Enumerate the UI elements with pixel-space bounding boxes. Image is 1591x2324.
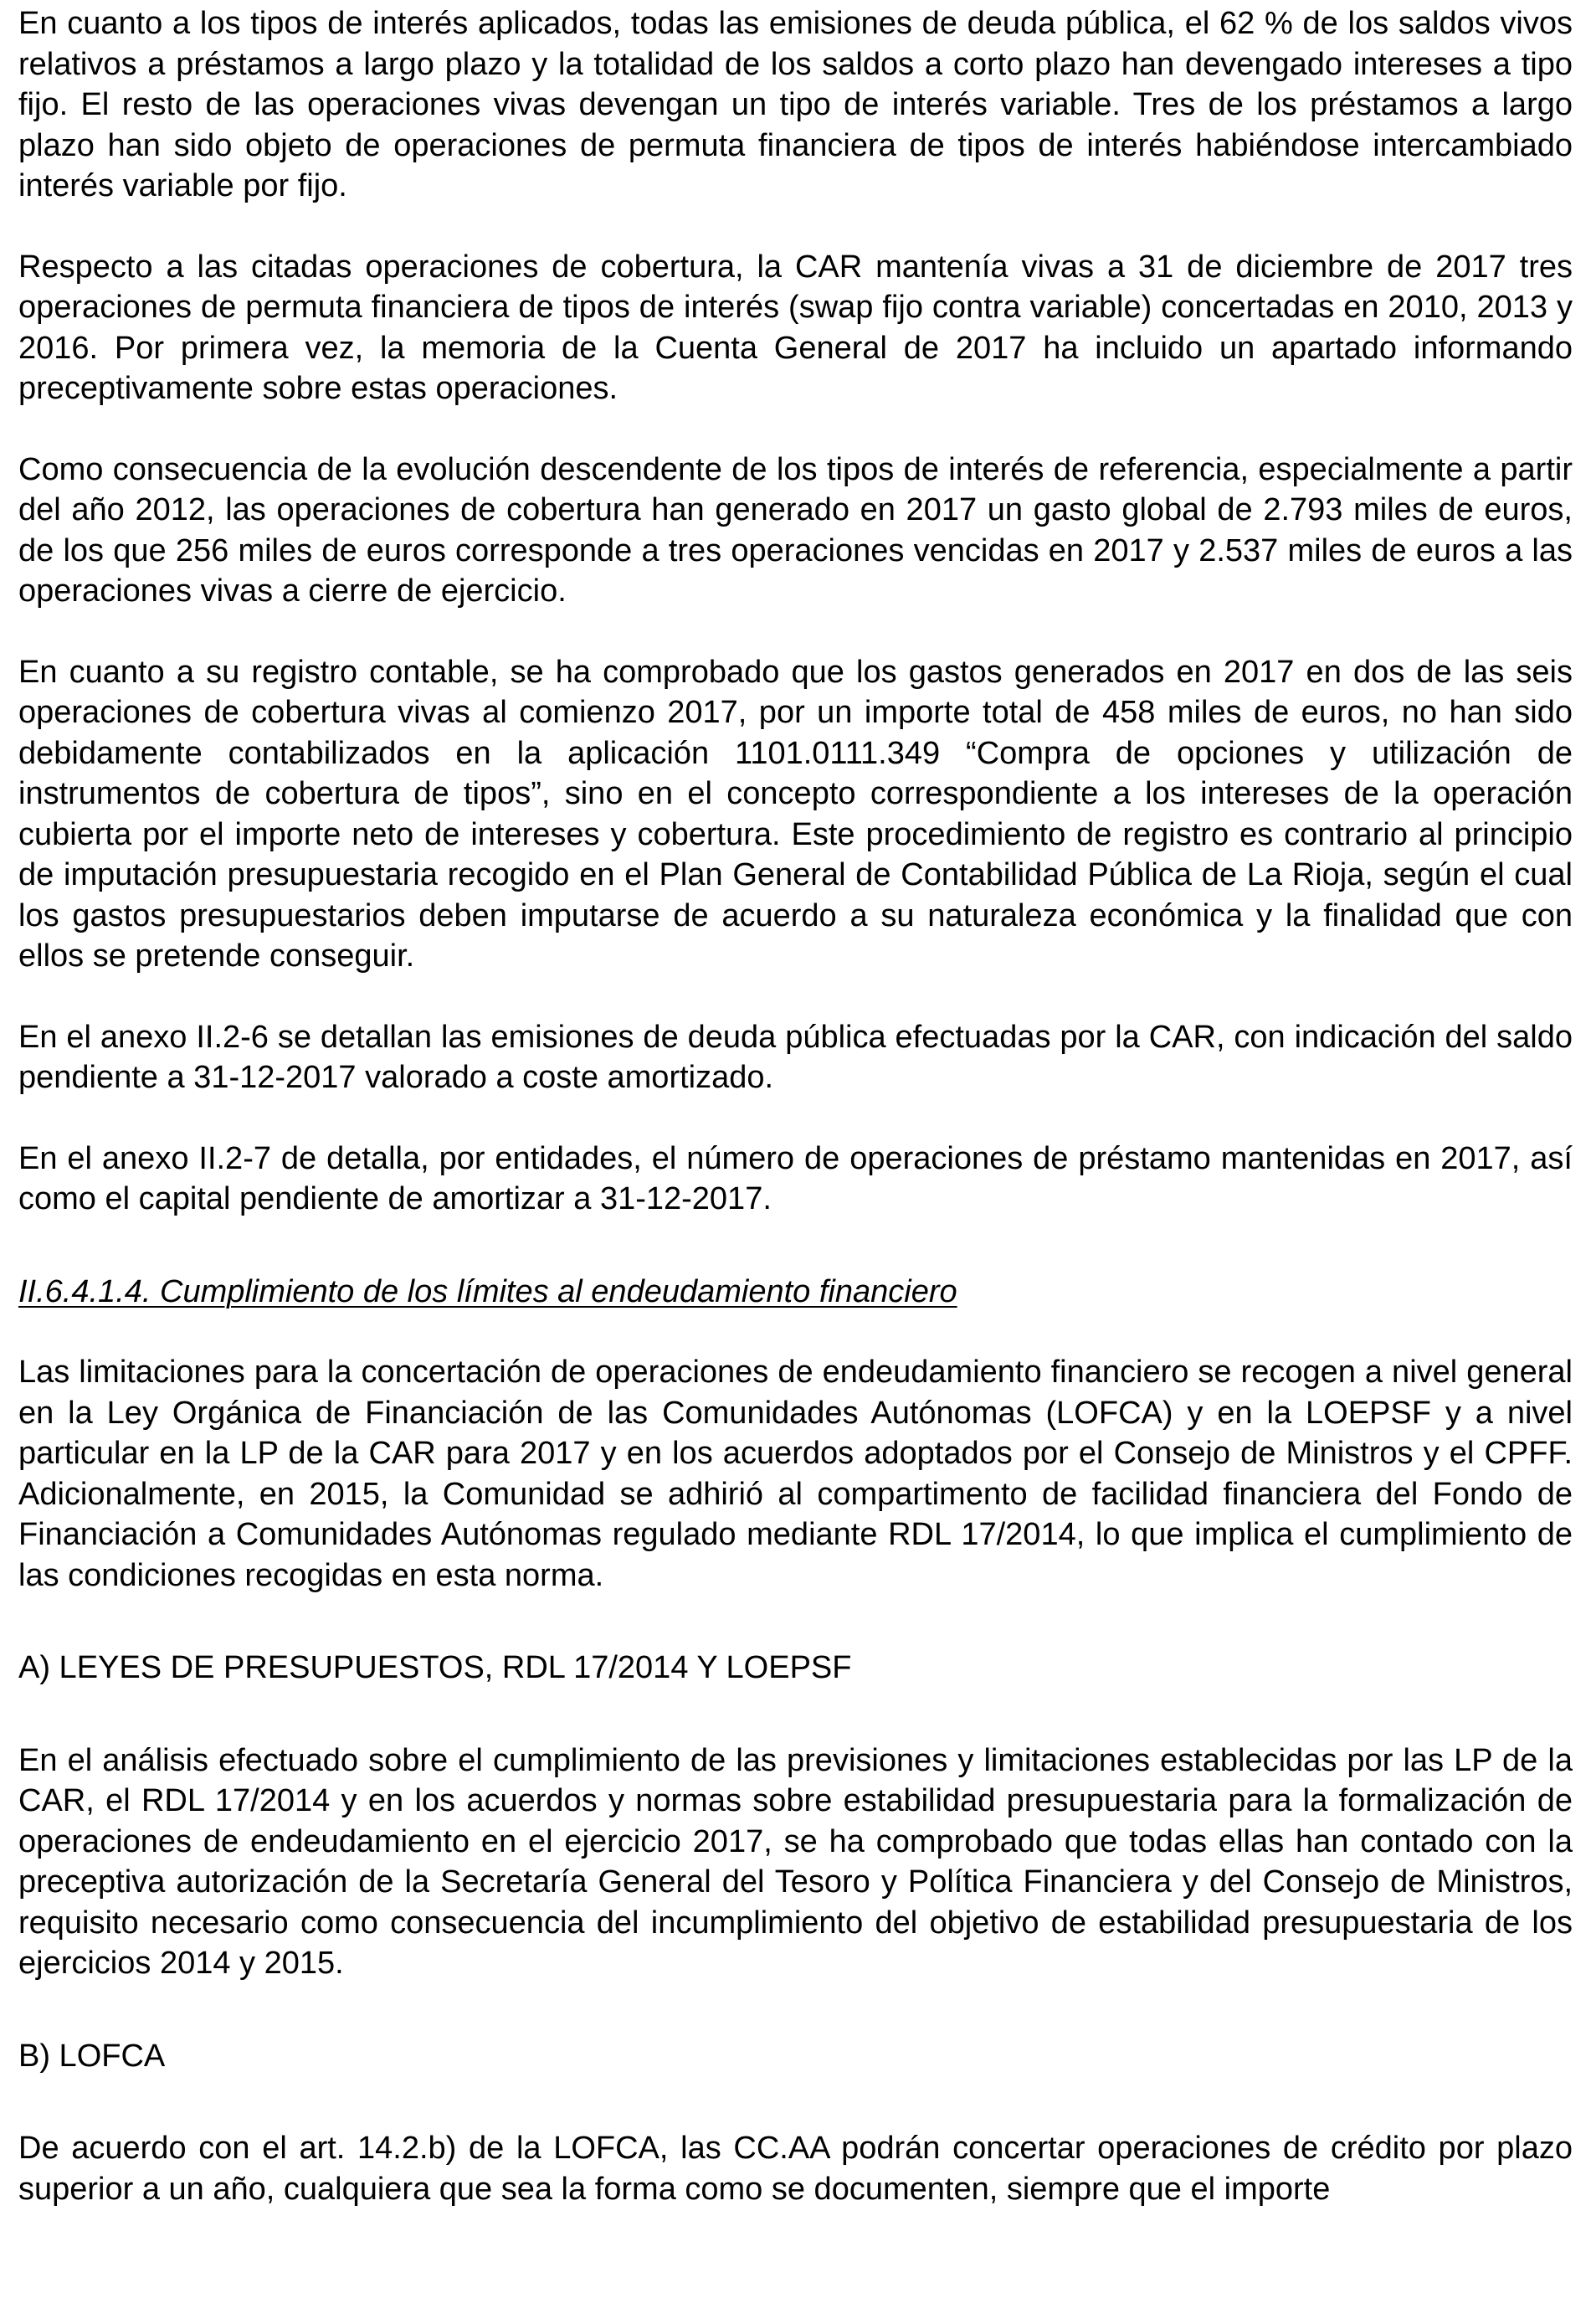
subsection-heading-a: A) LEYES DE PRESUPUESTOS, RDL 17/2014 Y LOEPSF (18, 1650, 852, 1685)
section-title: II.6.4.1.4. Cumplimiento de los límites al endeudamiento financiero (18, 1273, 957, 1309)
paragraph-hedging-expense: Como consecuencia de la evolución descendente de los tipos de interés de referencia, especialmente a partir del año 2012, las operaciones de cobertura han generado en 2017 un gasto global de 2.793 miles de euros, de los que 256 miles de euros corresponde a tres operaciones vencidas en 2017 y 2.537 miles de euros a las operaciones vivas a cierre de ejercicio. (18, 451, 1573, 609)
paragraph-lofca: De acuerdo con el art. 14.2.b) de la LOFCA, las CC.AA podrán concertar operaciones de crédito por plazo superior a un año, cualquiera que sea la forma como se documenten, siempre que el importe (18, 2131, 1573, 2207)
paragraph-annex-2-7: En el anexo II.2-7 de detalla, por entidades, el número de operaciones de préstamo mantenidas en 2017, así como el capital pendiente de amortizar a 31-12-2017. (18, 1140, 1573, 1216)
paragraph-annex-2-6: En el anexo II.2-6 se detallan las emisiones de deuda pública efectuadas por la CAR, con indicación del saldo pendiente a 31-12-2017 valorado a coste amortizado. (18, 1019, 1573, 1095)
paragraph-budget-law-analysis: En el análisis efectuado sobre el cumplimiento de las previsiones y limitaciones establecidas por las LP de la CAR, el RDL 17/2014 y en los acuerdos y normas sobre estabilidad presupuestaria para la formalización de operaciones de endeudamiento en el ejercicio 2017, se ha comprobado que todas ellas han contado con la preceptiva autorización de la Secretaría General del Tesoro y Política Financiera y del Consejo de Ministros, requisito necesario como consecuencia del incumplimiento del objetivo de estabilidad presupuestaria de los ejercicios 2014 y 2015. (18, 1742, 1573, 1981)
paragraph-hedging-operations: Respecto a las citadas operaciones de cobertura, la CAR mantenía vivas a 31 de diciembre de 2017 tres operaciones de permuta financiera de tipos de interés (swap fijo contra variable) concertadas en 2010, 2013 y 2016. Por primera vez, la memoria de la Cuenta General de 2017 ha incluido un apartado informando preceptivamente sobre estas operaciones. (18, 249, 1573, 406)
paragraph-accounting-record: En cuanto a su registro contable, se ha comprobado que los gastos generados en 2017 en dos de las seis operaciones de cobertura vivas al comienzo 2017, por un importe total de 458 miles de euros, no han sido debidamente contabilizados en la aplicación 1101.0111.349 “Compra de opciones y utilización de instrumentos de cobertura de tipos”, sino en el concepto correspondiente a los intereses de la operación cubierta por el importe neto de intereses y cobertura. Este procedimiento de registro es contrario al principio de imputación presupuestaria recogido en el Plan General de Contabilidad Pública de La Rioja, según el cual los gastos presupuestarios deben imputarse de acuerdo a su naturaleza económica y la finalidad que con ellos se pretende conseguir. (18, 654, 1573, 974)
document-page (18, 3, 1573, 2209)
paragraph-interest-types: En cuanto a los tipos de interés aplicados, todas las emisiones de deuda pública, el 62 % de los saldos vivos relativos a préstamos a largo plazo y la totalidad de los saldos a corto plazo han devengado intereses a tipo fijo. El resto de las operaciones vivas devengan un tipo de interés variable. Tres de los préstamos a largo plazo han sido objeto de operaciones de permuta financiera de tipos de interés habiéndose intercambiado interés variable por fijo. (18, 6, 1573, 203)
subsection-heading-b: B) LOFCA (18, 2038, 166, 2074)
paragraph-debt-limits: Las limitaciones para la concertación de operaciones de endeudamiento financiero se recogen a nivel general en la Ley Orgánica de Financiación de las Comunidades Autónomas (LOFCA) y en la LOEPSF y a nivel particular en la LP de la CAR para 2017 y en los acuerdos adoptados por el Consejo de Ministros y el CPFF. Adicionalmente, en 2015, la Comunidad se adhirió al compartimento de facilidad financiera del Fondo de Financiación a Comunidades Autónomas regulado mediante RDL 17/2014, lo que implica el cumplimiento de las condiciones recogidas en esta norma. (18, 1355, 1573, 1593)
